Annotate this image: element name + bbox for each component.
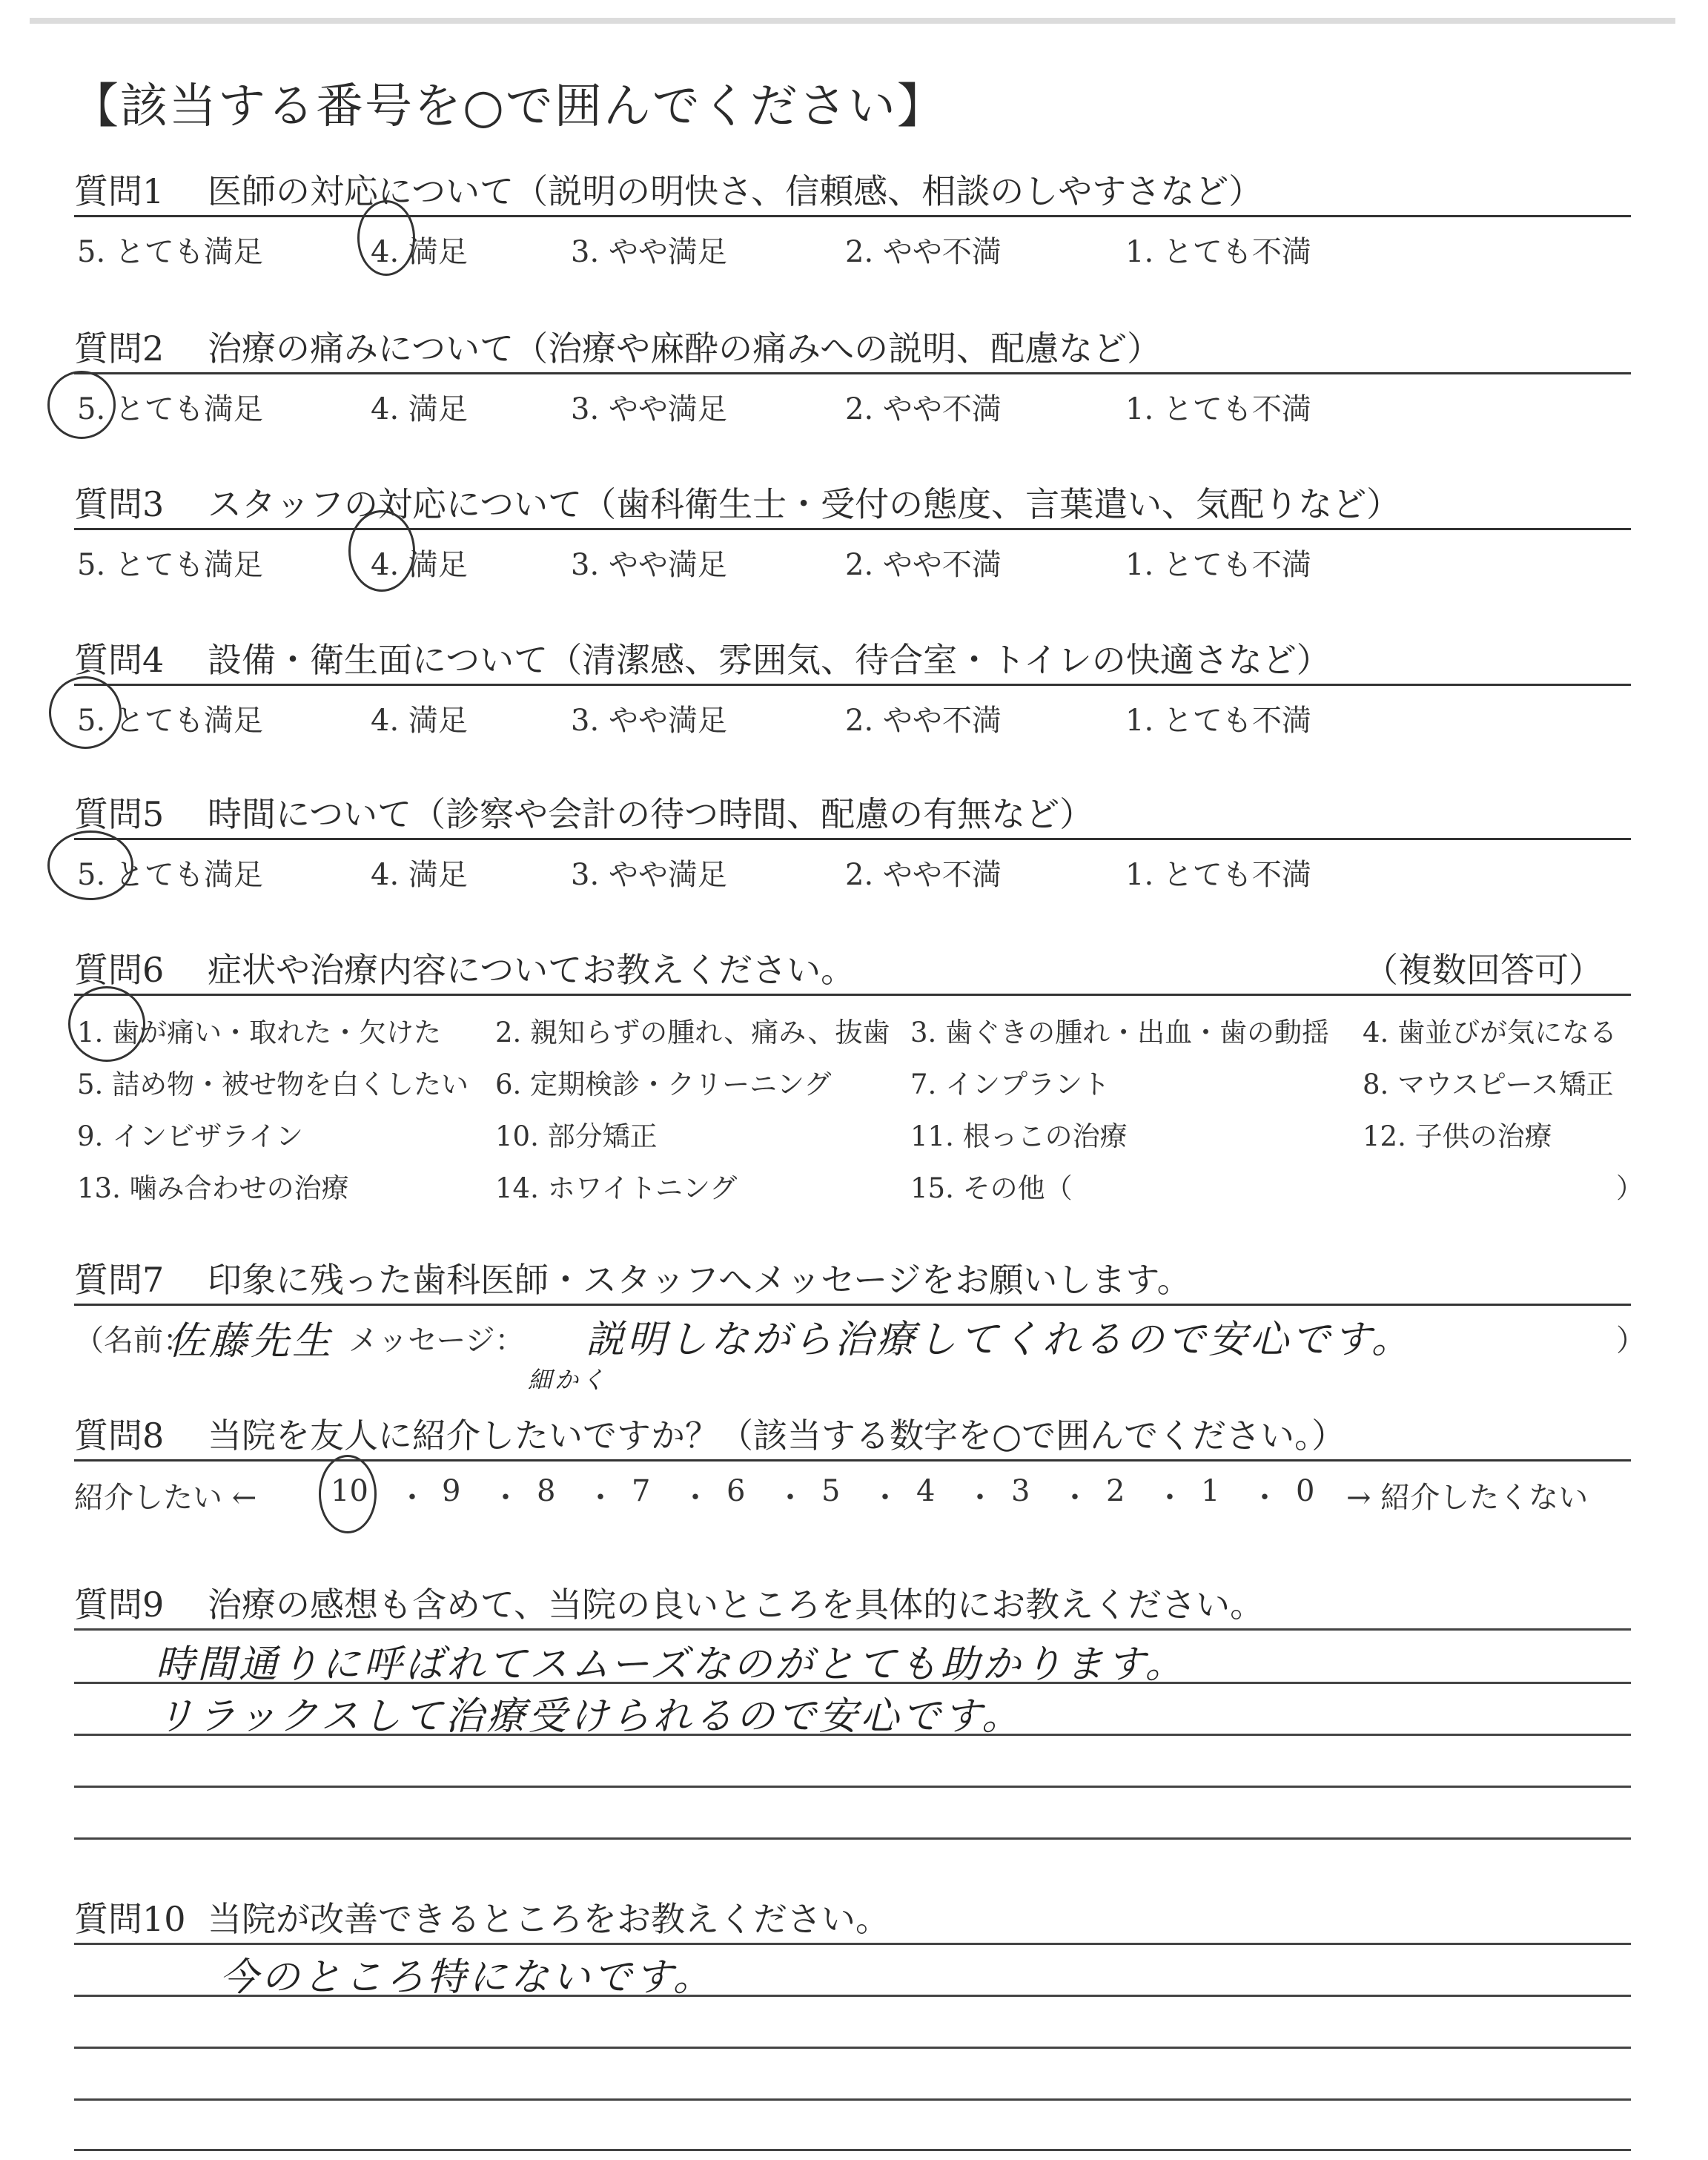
answer-line — [74, 2098, 1631, 2101]
scale-10[interactable]: 10 — [331, 1474, 368, 1508]
scale-dot: ・ — [1250, 1481, 1280, 1515]
scale-3[interactable]: 3 — [1011, 1474, 1030, 1508]
question-number: 質問3 — [74, 484, 165, 524]
question-rule — [74, 1304, 1631, 1306]
q6-option-4[interactable]: 4. 歯並びが気になる — [1363, 1017, 1618, 1048]
question-number: 質問10 — [74, 1899, 186, 1939]
q1-option-3[interactable]: 3. やや満足 — [571, 235, 727, 269]
q6-option-2[interactable]: 2. 親知らずの腫れ、痛み、抜歯 — [495, 1017, 890, 1048]
scale-dot: ・ — [775, 1481, 805, 1515]
multiple-answer-note: （複数回答可） — [1364, 950, 1603, 990]
q5-option-5[interactable]: 5. とても満足 — [77, 858, 263, 892]
q1-option-2[interactable]: 2. やや不満 — [845, 235, 1002, 269]
handwritten-insert: 細かく — [528, 1366, 609, 1394]
question-7 — [74, 1253, 1191, 1302]
selection-circle — [319, 1455, 377, 1533]
top-border — [30, 18, 1675, 24]
question-text: 設備・衛生面について（清潔感、雰囲気、待合室・トイレの快適さなど） — [208, 640, 1331, 680]
question-rule — [74, 372, 1631, 374]
question-text: 医師の対応について（説明の明快さ、信頼感、相談のしやすさなど） — [208, 171, 1263, 211]
q2-option-4[interactable]: 4. 満足 — [371, 392, 468, 426]
selection-circle — [357, 200, 415, 276]
q6-option-13[interactable]: 13. 噛み合わせの治療 — [77, 1172, 349, 1204]
scale-left-label: 紹介したい ← — [74, 1481, 257, 1515]
name-label: （名前： — [74, 1324, 193, 1358]
selection-circle — [47, 371, 116, 439]
scale-8[interactable]: 8 — [537, 1474, 556, 1508]
question-number: 質問8 — [74, 1416, 165, 1456]
page-title: 【該当する番号を○で囲んでください】 — [71, 79, 946, 134]
question-number: 質問9 — [74, 1585, 165, 1625]
handwritten-answer-2: リラックスして治療受けられるので安心です。 — [156, 1694, 1024, 1739]
q1-option-1[interactable]: 1. とても不満 — [1125, 235, 1311, 269]
answer-line — [74, 1837, 1631, 1840]
scale-9[interactable]: 9 — [442, 1474, 461, 1508]
message-label: メッセージ： — [348, 1324, 525, 1358]
scale-7[interactable]: 7 — [632, 1474, 651, 1508]
question-rule — [74, 1459, 1631, 1462]
q3-option-2[interactable]: 2. やや不満 — [845, 548, 1002, 582]
answer-line — [74, 1628, 1631, 1631]
scale-2[interactable]: 2 — [1106, 1474, 1125, 1508]
q6-option-12[interactable]: 12. 子供の治療 — [1363, 1120, 1552, 1152]
q2-option-3[interactable]: 3. やや満足 — [571, 392, 727, 426]
scale-0[interactable]: 0 — [1296, 1474, 1315, 1508]
q3-option-3[interactable]: 3. やや満足 — [571, 548, 727, 582]
q3-option-4[interactable]: 4. 満足 — [371, 548, 468, 582]
message-close: ） — [1616, 1324, 1646, 1358]
answer-line — [74, 1943, 1631, 1945]
q6-option-14[interactable]: 14. ホワイトニング — [495, 1172, 738, 1204]
answer-line — [74, 1786, 1631, 1788]
question-text: 印象に残った歯科医師・スタッフへメッセージをお願いします。 — [208, 1260, 1191, 1300]
q5-option-3[interactable]: 3. やや満足 — [571, 858, 727, 892]
q4-option-2[interactable]: 2. やや不満 — [845, 704, 1002, 738]
question-text: 時間について（診察や会計の待つ時間、配慮の有無など） — [208, 794, 1094, 834]
q4-option-5[interactable]: 5. とても満足 — [77, 704, 263, 738]
scale-6[interactable]: 6 — [726, 1474, 746, 1508]
question-8 — [74, 1409, 1345, 1458]
question-number: 質問1 — [74, 171, 165, 211]
scale-dot: ・ — [1060, 1481, 1090, 1515]
question-number: 質問4 — [74, 640, 165, 680]
scale-dot: ・ — [1155, 1481, 1185, 1515]
scale-dot: ・ — [681, 1481, 710, 1515]
handwritten-answer-1: 時間通りに呼ばれてスムーズなのがとても助かります。 — [156, 1642, 1187, 1687]
q4-option-4[interactable]: 4. 満足 — [371, 704, 468, 738]
q6-option-9[interactable]: 9. インビザライン — [77, 1120, 303, 1152]
question-text: 当院が改善できるところをお教えください。 — [208, 1899, 890, 1939]
question-text: 治療の感想も含めて、当院の良いところを具体的にお教えください。 — [208, 1585, 1265, 1625]
question-number: 質問2 — [74, 328, 165, 369]
q3-option-1[interactable]: 1. とても不満 — [1125, 548, 1311, 582]
question-4 — [74, 633, 1331, 682]
q3-option-5[interactable]: 5. とても満足 — [77, 548, 263, 582]
q2-option-1[interactable]: 1. とても不満 — [1125, 392, 1311, 426]
scale-dot: ・ — [397, 1481, 427, 1515]
q2-option-5[interactable]: 5. とても満足 — [77, 392, 263, 426]
q5-option-2[interactable]: 2. やや不満 — [845, 858, 1002, 892]
selection-circle — [348, 510, 415, 592]
question-rule — [74, 215, 1631, 217]
question-rule — [74, 528, 1631, 530]
q4-option-1[interactable]: 1. とても不満 — [1125, 704, 1311, 738]
question-1 — [74, 165, 1262, 214]
handwritten-name: 佐藤先生 — [168, 1319, 334, 1364]
question-text: 治療の痛みについて（治療や麻酔の痛みへの説明、配慮など） — [208, 328, 1162, 369]
q1-option-4[interactable]: 4. 満足 — [371, 235, 468, 269]
question-number: 質問6 — [74, 950, 165, 990]
q6-option-6[interactable]: 6. 定期検診・クリーニング — [495, 1069, 832, 1100]
scale-5[interactable]: 5 — [821, 1474, 841, 1508]
question-5 — [74, 787, 1093, 836]
scale-1[interactable]: 1 — [1201, 1474, 1220, 1508]
q6-option-3[interactable]: 3. 歯ぐきの腫れ・出血・歯の動揺 — [910, 1017, 1330, 1048]
question-text: スタッフの対応について（歯科衛生士・受付の態度、言葉遣い、気配りなど） — [208, 484, 1401, 524]
scale-dot: ・ — [586, 1481, 615, 1515]
scale-dot: ・ — [870, 1481, 900, 1515]
answer-line — [74, 2149, 1631, 2151]
handwritten-message: 説明しながら治療してくれるので安心です。 — [586, 1318, 1413, 1362]
scale-right-label: → 紹介したくない — [1346, 1481, 1589, 1515]
q2-option-2[interactable]: 2. やや不満 — [845, 392, 1002, 426]
question-2 — [74, 322, 1161, 371]
question-text: 当院を友人に紹介したいですか？（該当する数字を○で囲んでください。） — [208, 1416, 1346, 1456]
question-rule — [74, 838, 1631, 840]
question-rule — [74, 684, 1631, 686]
question-10 — [74, 1892, 890, 1941]
q1-option-5[interactable]: 5. とても満足 — [77, 235, 263, 269]
q5-option-1[interactable]: 1. とても不満 — [1125, 858, 1311, 892]
question-6 — [74, 943, 855, 992]
q6-option-1[interactable]: 1. 歯が痛い・取れた・欠けた — [77, 1017, 442, 1048]
selection-circle — [68, 986, 145, 1062]
scale-dot: ・ — [965, 1481, 995, 1515]
q6-option-5[interactable]: 5. 詰め物・被せ物を白くしたい — [77, 1069, 469, 1100]
question-9 — [74, 1578, 1264, 1627]
q6-option-15[interactable]: 15. その他（ — [910, 1172, 1073, 1204]
q6-option-10[interactable]: 10. 部分矯正 — [495, 1120, 658, 1152]
q5-option-4[interactable]: 4. 満足 — [371, 858, 468, 892]
question-rule — [74, 994, 1631, 996]
selection-circle — [47, 830, 133, 900]
q6-option-11[interactable]: 11. 根っこの治療 — [910, 1120, 1128, 1152]
handwritten-answer-1: 今のところ特にないです。 — [219, 1955, 715, 2000]
q6-other-close: ） — [1616, 1172, 1644, 1204]
question-text: 症状や治療内容についてお教えください。 — [208, 950, 855, 990]
question-number: 質問5 — [74, 794, 165, 834]
q6-option-8[interactable]: 8. マウスピース矯正 — [1363, 1069, 1614, 1100]
answer-line — [74, 2047, 1631, 2049]
scale-dot: ・ — [491, 1481, 520, 1515]
q4-option-3[interactable]: 3. やや満足 — [571, 704, 727, 738]
question-3 — [74, 478, 1400, 526]
selection-circle — [49, 676, 122, 749]
question-number: 質問7 — [74, 1260, 165, 1300]
scale-4[interactable]: 4 — [916, 1474, 936, 1508]
q6-option-7[interactable]: 7. インプラント — [910, 1069, 1110, 1100]
